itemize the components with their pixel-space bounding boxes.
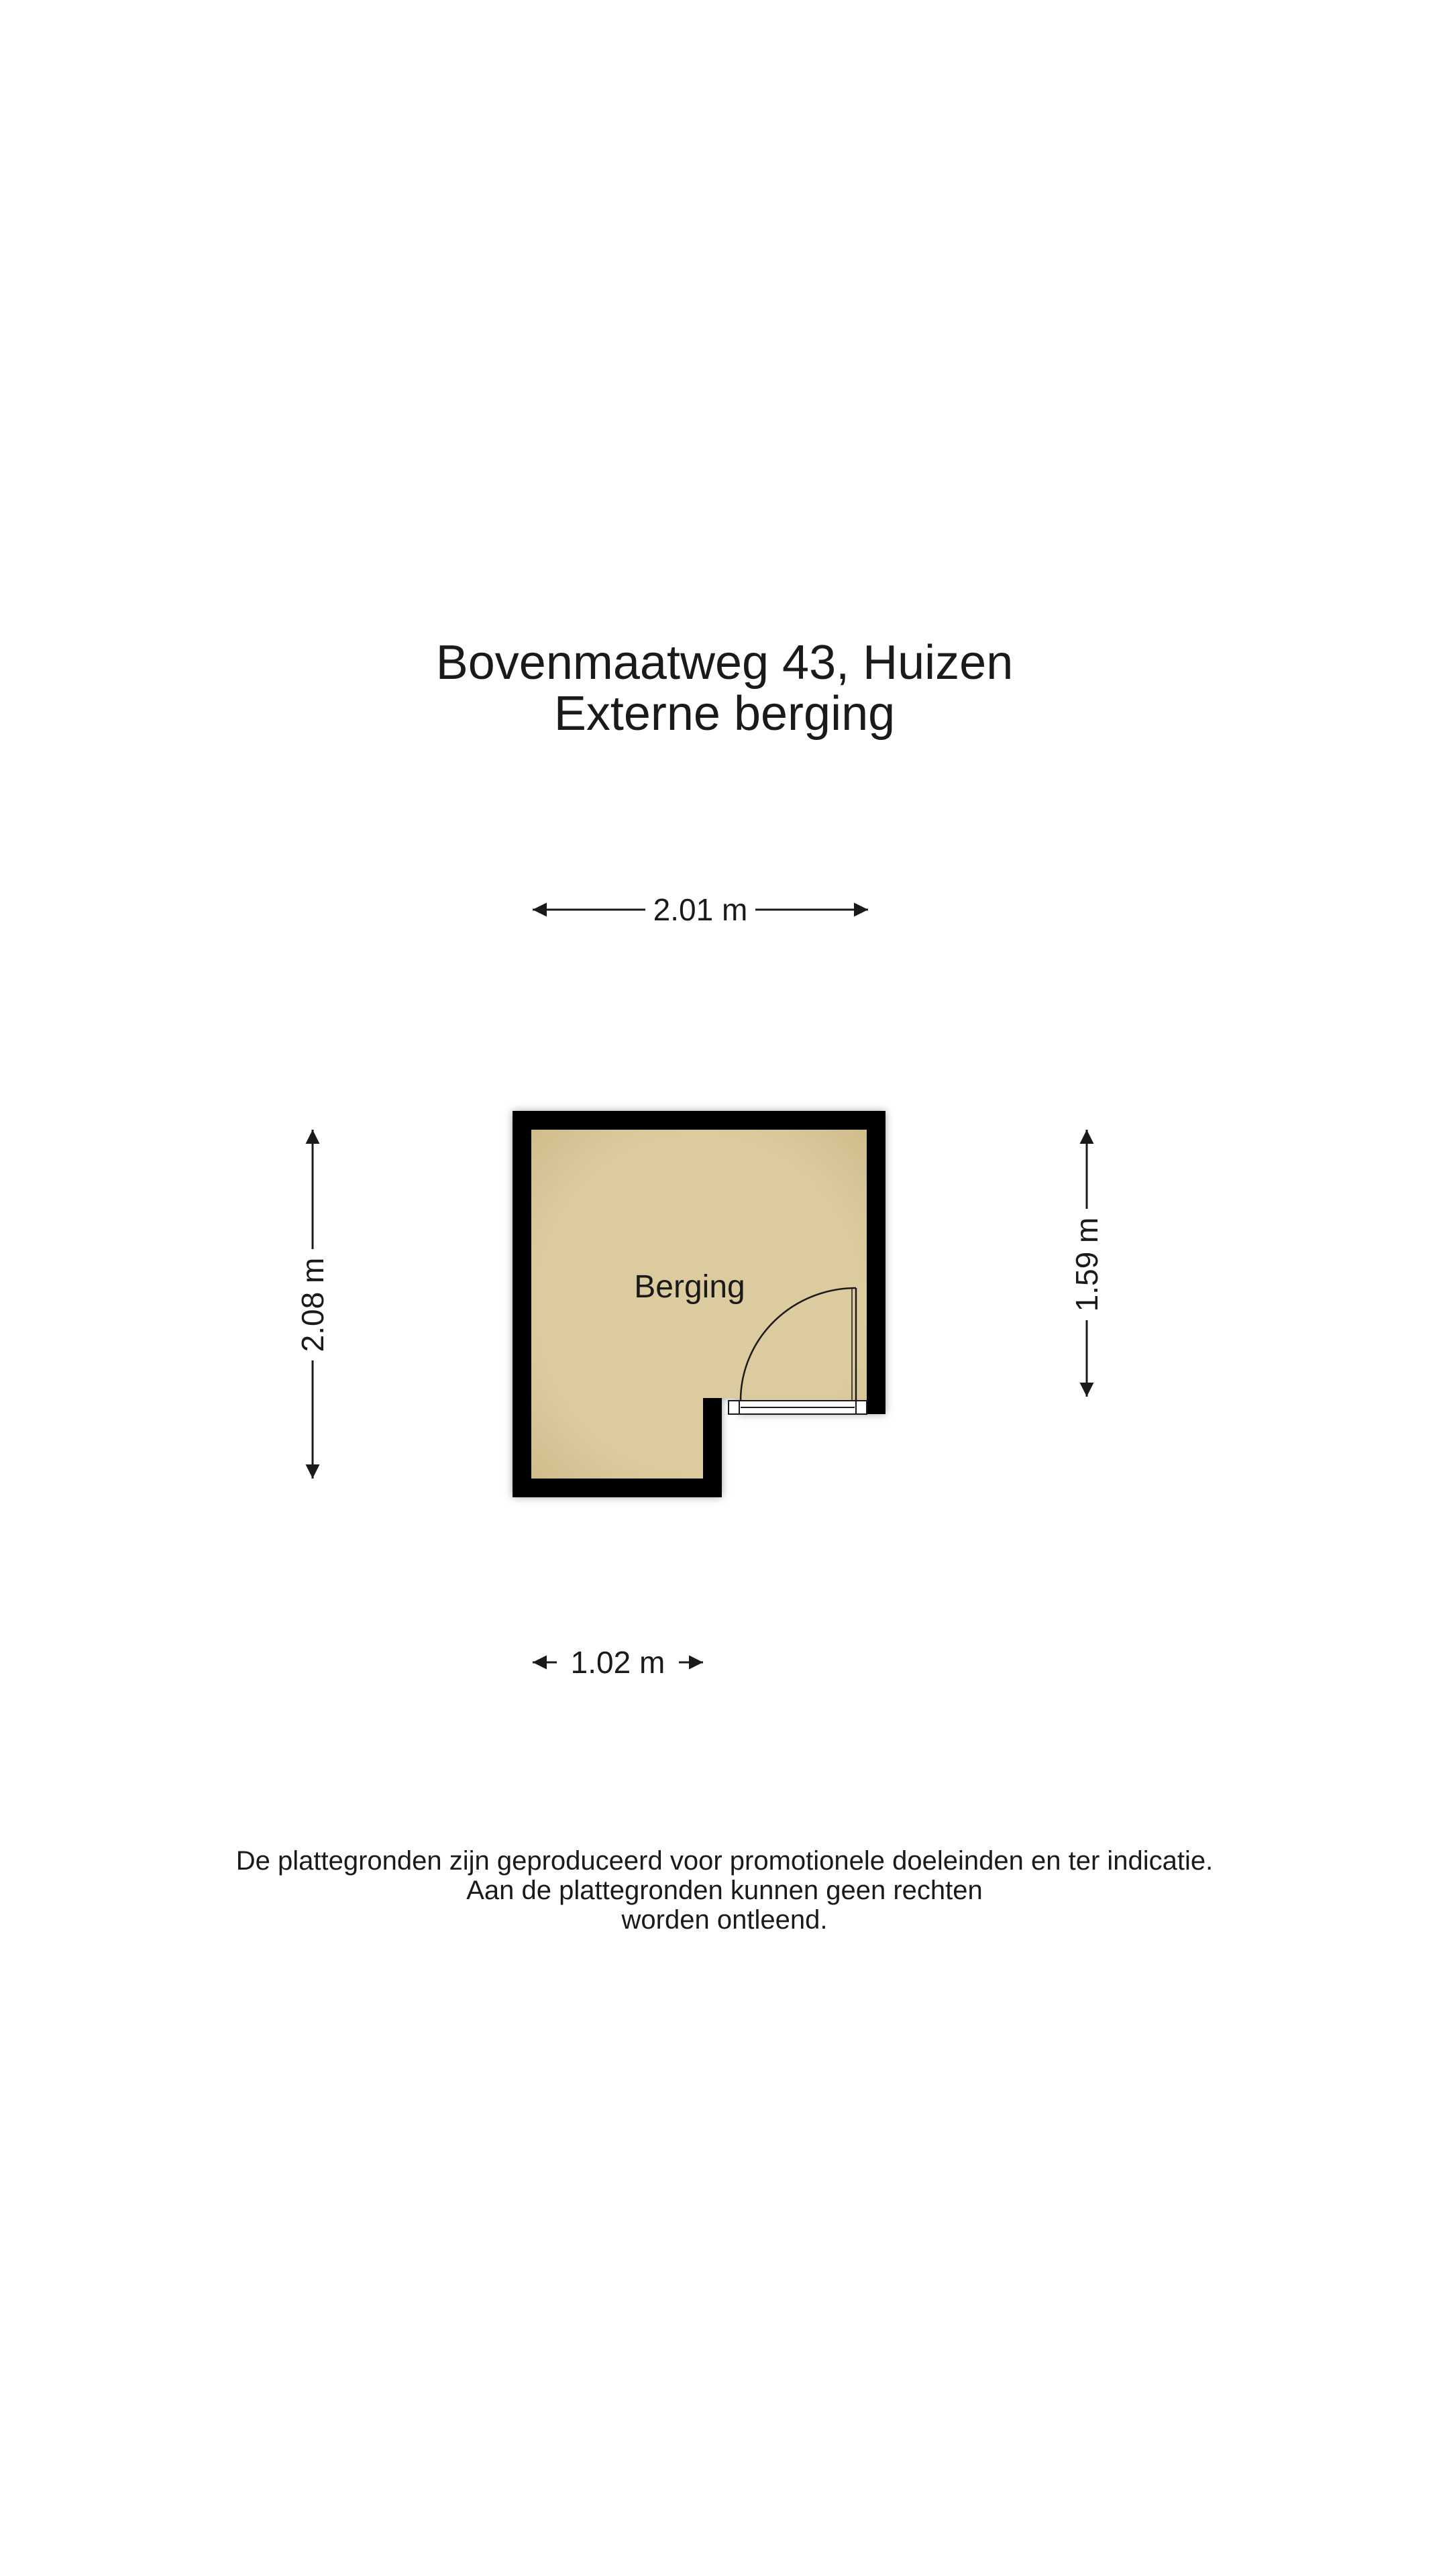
dimension-right-label: 1.59 m — [1069, 1217, 1104, 1312]
plan-address-title: Bovenmaatweg 43, Huizen — [435, 636, 1014, 690]
plan-floor-title: Externe berging — [553, 687, 896, 741]
door-jamb-right — [856, 1401, 867, 1414]
disclaimer — [0, 1846, 1449, 1935]
door-jamb-left — [729, 1401, 739, 1414]
room-label: Berging — [634, 1269, 745, 1305]
dimension-top-label: 2.01 m — [653, 892, 748, 927]
disclaimer-line-1: De plattegronden zijn geproduceerd voor promotionele doeleinden en ter indicatie. — [235, 1846, 1214, 1876]
dimension-left-label: 2.08 m — [295, 1257, 330, 1352]
disclaimer-line-2: Aan de plattegronden kunnen geen rechten — [466, 1876, 983, 1905]
dimension-bottom-label: 1.02 m — [570, 1645, 665, 1680]
disclaimer-line-3: worden ontleend. — [621, 1905, 828, 1935]
